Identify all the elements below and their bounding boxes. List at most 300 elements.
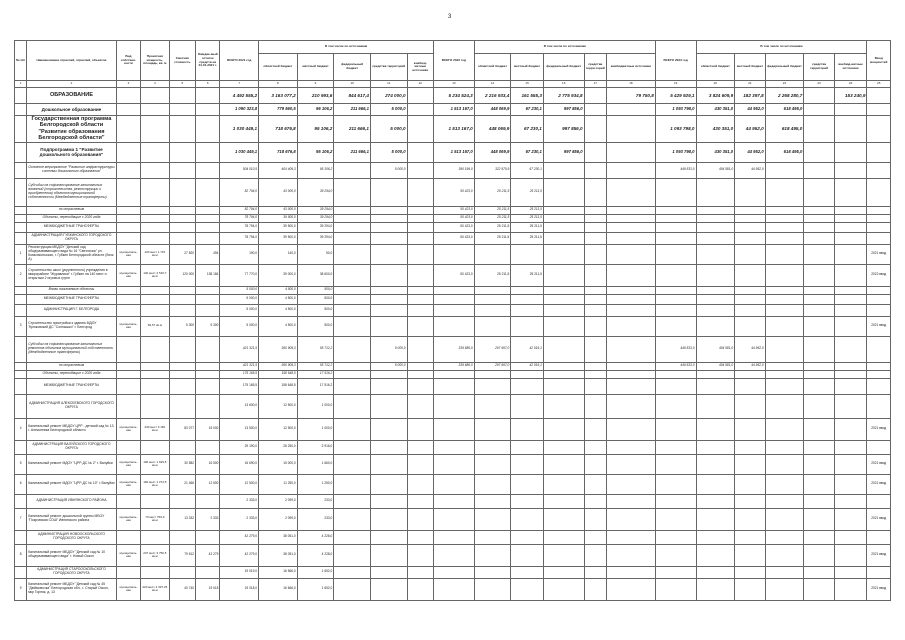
commissioning-cell: 2021 ввод: [867, 316, 891, 336]
amount-cell: [584, 394, 606, 418]
amount-cell: [696, 508, 735, 530]
attribute-cell: 220 мест 2 397,25 кв.м: [141, 578, 169, 600]
amount-cell: [511, 474, 544, 494]
amount-cell: [407, 544, 434, 566]
amount-cell: 1 000,0: [297, 394, 334, 418]
amount-cell: [474, 454, 511, 474]
amount-cell: [804, 474, 835, 494]
amount-cell: 44 952,0: [735, 336, 766, 362]
column-index-cell: 4: [141, 81, 169, 88]
amount-cell: [765, 578, 804, 600]
column-index-cell: 1: [15, 81, 27, 88]
table-row: [15, 116, 891, 143]
attribute-cell: [141, 222, 169, 232]
amount-cell: 82 794,0: [220, 178, 259, 206]
amount-cell: 297 667,0: [474, 362, 511, 370]
amount-cell: [334, 566, 371, 578]
amount-cell: 1 030 449,1: [220, 116, 259, 143]
amount-cell: [543, 378, 584, 394]
amount-cell: [434, 440, 475, 454]
amount-cell: [696, 178, 735, 206]
amount-cell: [370, 206, 407, 214]
amount-cell: 322 970,9: [474, 162, 511, 178]
attribute-cell: 240 мест 3 181 кв.м: [141, 418, 169, 440]
amount-cell: [735, 530, 766, 544]
amount-cell: [584, 214, 606, 222]
amount-cell: 19 018,0: [220, 578, 259, 600]
amount-cell: [834, 474, 867, 494]
amount-cell: [765, 214, 804, 222]
amount-cell: 19 019,0: [220, 566, 259, 578]
amount-cell: [407, 530, 434, 544]
amount-cell: [735, 316, 766, 336]
amount-cell: 1 652,0: [297, 578, 334, 600]
amount-cell: 844 617,4: [334, 88, 371, 104]
col-total-2022: ВСЕГО 2022 год: [434, 41, 475, 81]
amount-cell: 190,0: [220, 244, 259, 264]
attribute-cell: [141, 178, 169, 206]
amount-cell: [169, 142, 195, 162]
amount-cell: 211 666,1: [334, 104, 371, 116]
table-row: [15, 362, 891, 370]
amount-cell: [434, 508, 475, 530]
amount-cell: [606, 508, 655, 530]
amount-cell: 15 000,0: [259, 454, 298, 474]
amount-cell: 26 250,0: [259, 440, 298, 454]
item-name-cell: Капитальный ремонт МБДОУ ЦРР - детский сад № 13 г. Алексеевка Белгородской области: [27, 418, 117, 440]
item-name-cell: Реконструкция МБДОУ "Детский сад общеразвивающего вида № 16 "Светлячок" ул. Комсомольская, г. Губкин Белгородской области (блок А): [27, 244, 117, 264]
item-name-cell: МЕЖБЮДЖЕТНЫЕ ТРАНСФЕРТЫ: [27, 378, 117, 394]
amount-cell: [584, 336, 606, 362]
amount-cell: [696, 286, 735, 294]
attribute-cell: муниципаль-ная: [116, 418, 140, 440]
commissioning-cell: [867, 88, 891, 104]
table-row: [15, 206, 891, 214]
amount-cell: 42 019,1: [511, 362, 544, 370]
amount-cell: [765, 494, 804, 508]
amount-cell: [196, 440, 220, 454]
item-name-cell: по отраслевым: [27, 362, 117, 370]
amount-cell: 95 106,2: [297, 162, 334, 178]
amount-cell: [334, 316, 371, 336]
amount-cell: 77 770,0: [220, 264, 259, 286]
amount-cell: [804, 178, 835, 206]
table-row: [15, 286, 891, 294]
header-row-top: [15, 41, 891, 54]
amount-cell: [169, 178, 195, 206]
amount-cell: 3 824 609,9: [696, 88, 735, 104]
column-index-cell: 2: [27, 81, 117, 88]
amount-cell: 44 952,0: [735, 362, 766, 370]
amount-cell: [169, 116, 195, 143]
amount-cell: 448 069,9: [474, 116, 511, 143]
amount-cell: 120 000: [169, 264, 195, 286]
commissioning-cell: [867, 370, 891, 378]
amount-cell: 39 294,0: [297, 222, 334, 232]
col-total-2023: ВСЕГО 2023 год: [655, 41, 696, 81]
amount-cell: 339 686,0: [434, 336, 475, 362]
item-name-cell: АДМИНИСТРАЦИЯ АЛЕКСЕЕВСКОГО ГОРОДСКОГО ОКРУГА: [27, 394, 117, 418]
amount-cell: [804, 578, 835, 600]
attribute-cell: 160 мест 1 274,5 кв.м: [141, 474, 169, 494]
amount-cell: 718 676,8: [259, 116, 298, 143]
item-name-cell: АДМИНИСТРАЦИЯ ГУБКИНСКОГО ГОРОДСКОГО ОКРУГА: [27, 232, 117, 244]
commissioning-cell: [867, 362, 891, 370]
amount-cell: [606, 418, 655, 440]
table-row: [15, 304, 891, 316]
amount-cell: 2 333,0: [220, 494, 259, 508]
commissioning-cell: [867, 142, 891, 162]
amount-cell: [169, 88, 195, 104]
amount-cell: [804, 336, 835, 362]
commissioning-cell: [867, 566, 891, 578]
amount-cell: [834, 566, 867, 578]
row-number-cell: 4: [15, 418, 27, 440]
amount-cell: 158 648,5: [259, 378, 298, 394]
commissioning-cell: [867, 378, 891, 394]
amount-cell: [196, 162, 220, 178]
attribute-cell: [116, 214, 140, 222]
amount-cell: 2 333: [196, 508, 220, 530]
amount-cell: [606, 244, 655, 264]
amount-cell: [804, 286, 835, 294]
amount-cell: 997 856,0: [543, 104, 584, 116]
amount-cell: [334, 264, 371, 286]
amount-cell: [370, 232, 407, 244]
amount-cell: [735, 222, 766, 232]
amount-cell: [407, 370, 434, 378]
amount-cell: [655, 178, 696, 206]
amount-cell: [655, 370, 696, 378]
amount-cell: [370, 394, 407, 418]
amount-cell: [804, 116, 835, 143]
attribute-cell: 70 мест 759,9 кв.м: [141, 508, 169, 530]
amount-cell: 140,0: [259, 244, 298, 264]
amount-cell: [196, 206, 220, 214]
amount-cell: [606, 232, 655, 244]
amount-cell: [407, 104, 434, 116]
amount-cell: 5 429 929,1: [655, 88, 696, 104]
amount-cell: [407, 578, 434, 600]
amount-cell: 96 106,2: [297, 104, 334, 116]
amount-cell: [765, 362, 804, 370]
amount-cell: 618 495,0: [765, 116, 804, 143]
amount-cell: [834, 530, 867, 544]
amount-cell: [474, 578, 511, 600]
amount-cell: [834, 244, 867, 264]
attribute-cell: [141, 286, 169, 294]
row-number-cell: [15, 336, 27, 362]
amount-cell: [334, 178, 371, 206]
amount-cell: [735, 474, 766, 494]
amount-cell: [543, 336, 584, 362]
row-number-cell: [15, 294, 27, 304]
amount-cell: 1 093 798,0: [655, 104, 696, 116]
amount-cell: 25 211,5: [474, 214, 511, 222]
amount-cell: [735, 206, 766, 214]
amount-cell: 50 423,0: [434, 178, 475, 206]
amount-cell: [169, 104, 195, 116]
amount-cell: [334, 530, 371, 544]
attribute-cell: 237 мест 3 750,5 кв.м: [141, 544, 169, 566]
table-row: [15, 508, 891, 530]
amount-cell: [606, 544, 655, 566]
amount-cell: [584, 474, 606, 494]
item-name-cell: ОБРАЗОВАНИЕ: [27, 88, 117, 104]
col-remaining: Ожидае-мый остаток средств на 01.01.2021 г.: [196, 41, 220, 81]
amount-cell: [584, 244, 606, 264]
amount-cell: [696, 294, 735, 304]
col-federal-2022: федеральный бюджет: [543, 54, 584, 81]
amount-cell: [196, 294, 220, 304]
amount-cell: [434, 454, 475, 474]
amount-cell: [696, 206, 735, 214]
amount-cell: 779 560,5: [259, 104, 298, 116]
amount-cell: 449 533,0: [655, 336, 696, 362]
amount-cell: [511, 530, 544, 544]
amount-cell: 339 686,0: [434, 362, 475, 370]
col-local-2021: местный бюджет: [297, 54, 334, 81]
col-ownership: Вид собствен-ности: [116, 41, 140, 81]
amount-cell: [606, 474, 655, 494]
amount-cell: [584, 508, 606, 530]
amount-cell: 25 211,5: [511, 222, 544, 232]
table-row: [15, 264, 891, 286]
amount-cell: [334, 508, 371, 530]
amount-cell: [169, 286, 195, 294]
amount-cell: [804, 494, 835, 508]
amount-cell: [434, 394, 475, 418]
column-index-cell: 20: [696, 81, 735, 88]
amount-cell: [407, 222, 434, 232]
amount-cell: [407, 162, 434, 178]
col-input: Ввод мощностей: [867, 41, 891, 81]
amount-cell: [169, 362, 195, 370]
amount-cell: [511, 316, 544, 336]
amount-cell: 67 230,1: [511, 104, 544, 116]
row-number-cell: [15, 394, 27, 418]
amount-cell: [334, 222, 371, 232]
amount-cell: [334, 494, 371, 508]
amount-cell: [584, 286, 606, 294]
amount-cell: [407, 304, 434, 316]
amount-cell: [474, 494, 511, 508]
amount-cell: [834, 142, 867, 162]
amount-cell: [606, 566, 655, 578]
amount-cell: 40 740: [169, 578, 195, 600]
amount-cell: 17 516,2: [297, 370, 334, 378]
amount-cell: [655, 232, 696, 244]
amount-cell: [735, 418, 766, 440]
column-index-cell: 12: [407, 81, 434, 88]
col-regional-2021: областной бюджет: [259, 54, 298, 81]
amount-cell: 50,0: [297, 244, 334, 264]
amount-cell: [804, 162, 835, 178]
amount-cell: [334, 370, 371, 378]
amount-cell: [543, 162, 584, 178]
amount-cell: [370, 454, 407, 474]
col-total-2021: ВСЕГО 2021 год: [220, 41, 259, 81]
amount-cell: [584, 362, 606, 370]
amount-cell: [804, 222, 835, 232]
amount-cell: [370, 544, 407, 566]
attribute-cell: [141, 142, 169, 162]
amount-cell: [606, 336, 655, 362]
amount-cell: 4 492 555,2: [220, 88, 259, 104]
amount-cell: [196, 370, 220, 378]
amount-cell: [543, 454, 584, 474]
amount-cell: [834, 178, 867, 206]
amount-cell: [696, 316, 735, 336]
col-offbudget-2021: внебюд-жетные источники: [407, 54, 434, 81]
amount-cell: [606, 454, 655, 474]
table-row: [15, 566, 891, 578]
amount-cell: [334, 418, 371, 440]
commissioning-cell: [867, 232, 891, 244]
amount-cell: [735, 394, 766, 418]
table-row: [15, 316, 891, 336]
amount-cell: [735, 286, 766, 294]
amount-cell: 297 667,0: [474, 336, 511, 362]
row-number-cell: [15, 104, 27, 116]
row-number-cell: 5: [15, 454, 27, 474]
amount-cell: [196, 566, 220, 578]
amount-cell: [474, 304, 511, 316]
amount-cell: [511, 454, 544, 474]
row-number-cell: [15, 530, 27, 544]
amount-cell: [407, 454, 434, 474]
amount-cell: 39 294,0: [297, 206, 334, 214]
amount-cell: [584, 454, 606, 474]
amount-cell: [834, 162, 867, 178]
amount-cell: [696, 440, 735, 454]
amount-cell: 5 000,0: [370, 142, 407, 162]
amount-cell: 25 211,5: [511, 206, 544, 214]
amount-cell: 25 211,5: [511, 178, 544, 206]
amount-cell: [804, 362, 835, 370]
amount-cell: [407, 116, 434, 143]
amount-cell: 95 106,2: [297, 116, 334, 143]
amount-cell: 1 090 323,8: [220, 104, 259, 116]
amount-cell: [334, 244, 371, 264]
item-name-cell: Субсидии на софинансирование капитальных вложений (строительства, реконструкции и приобретения) объектов муниципальной собственности (Межбюджетные трансферты): [27, 178, 117, 206]
table-row: [15, 378, 891, 394]
amount-cell: [804, 142, 835, 162]
amount-cell: 404 581,0: [696, 162, 735, 178]
amount-cell: [804, 104, 835, 116]
item-name-cell: Строительство пристройки к зданию МДОУ "Крюковский ДС "Солнышко" г. Белгород: [27, 316, 117, 336]
amount-cell: [511, 578, 544, 600]
amount-cell: [196, 378, 220, 394]
amount-cell: [696, 304, 735, 316]
amount-cell: [474, 286, 511, 294]
amount-cell: 5 000,0: [370, 336, 407, 362]
commissioning-cell: [867, 530, 891, 544]
amount-cell: [584, 304, 606, 316]
amount-cell: 44 952,0: [735, 162, 766, 178]
amount-cell: [606, 116, 655, 143]
amount-cell: 50 423,0: [434, 214, 475, 222]
table-row: [15, 222, 891, 232]
attribute-cell: [141, 162, 169, 178]
amount-cell: [434, 578, 475, 600]
amount-cell: 79 612: [169, 544, 195, 566]
amount-cell: [696, 394, 735, 418]
row-number-cell: [15, 494, 27, 508]
amount-cell: 42 279,0: [220, 530, 259, 544]
item-name-cell: Субсидии на софинансирование капитальных ремонтов объектов муниципальной собственности (Межбюджетные трансферты): [27, 336, 117, 362]
attribute-cell: муниципаль-ная: [116, 316, 140, 336]
column-index-cell: 5: [169, 81, 195, 88]
amount-cell: [735, 264, 766, 286]
amount-cell: 3 163 077,2: [259, 88, 298, 104]
amount-cell: 5 000,0: [220, 286, 259, 294]
item-name-cell: Строительство школ (укрупненного) учреждения в микрорайоне "Журавлики" г. Губкин на 140 мест и открытым 2 игровых групп: [27, 264, 117, 286]
amount-cell: [334, 206, 371, 214]
amount-cell: [543, 214, 584, 222]
amount-cell: [804, 244, 835, 264]
amount-cell: 1 513 167,0: [434, 116, 475, 143]
amount-cell: [804, 206, 835, 214]
amount-cell: 67 230,1: [511, 162, 544, 178]
amount-cell: [434, 286, 475, 294]
amount-cell: [169, 370, 195, 378]
amount-cell: 5 000,0: [220, 304, 259, 316]
amount-cell: [543, 440, 584, 454]
amount-cell: [696, 474, 735, 494]
amount-cell: [196, 214, 220, 222]
amount-cell: [407, 244, 434, 264]
amount-cell: 13 500,0: [220, 418, 259, 440]
amount-cell: 404 409,3: [259, 162, 298, 178]
amount-cell: [765, 178, 804, 206]
amount-cell: [434, 294, 475, 304]
attribute-cell: [141, 530, 169, 544]
table-row: [15, 440, 891, 454]
row-number-cell: [15, 566, 27, 578]
col-regional-2022: областной бюджет: [474, 54, 511, 81]
row-number-cell: [15, 232, 27, 244]
amount-cell: [434, 474, 475, 494]
amount-cell: [735, 294, 766, 304]
attribute-cell: [141, 232, 169, 244]
amount-cell: [834, 394, 867, 418]
amount-cell: 421 321,5: [220, 336, 259, 362]
amount-cell: 2 268 280,7: [765, 88, 804, 104]
amount-cell: 38 051,0: [259, 530, 298, 544]
amount-cell: [804, 508, 835, 530]
amount-cell: [169, 530, 195, 544]
commissioning-cell: [867, 116, 891, 143]
amount-cell: [765, 530, 804, 544]
attribute-cell: [116, 104, 140, 116]
attribute-cell: [116, 286, 140, 294]
amount-cell: [334, 232, 371, 244]
amount-cell: [765, 474, 804, 494]
amount-cell: 390 199,0: [434, 162, 475, 178]
amount-cell: 67 230,1: [511, 116, 544, 143]
amount-cell: [370, 316, 407, 336]
amount-cell: 2 216 933,4: [474, 88, 511, 104]
amount-cell: [735, 214, 766, 222]
amount-cell: [543, 264, 584, 286]
amount-cell: [370, 264, 407, 286]
col-offbudget-2023: внебюд-жетные источники: [834, 54, 867, 81]
amount-cell: [584, 418, 606, 440]
amount-cell: [804, 304, 835, 316]
column-index-cell: 17: [584, 81, 606, 88]
amount-cell: 233,0: [297, 508, 334, 530]
